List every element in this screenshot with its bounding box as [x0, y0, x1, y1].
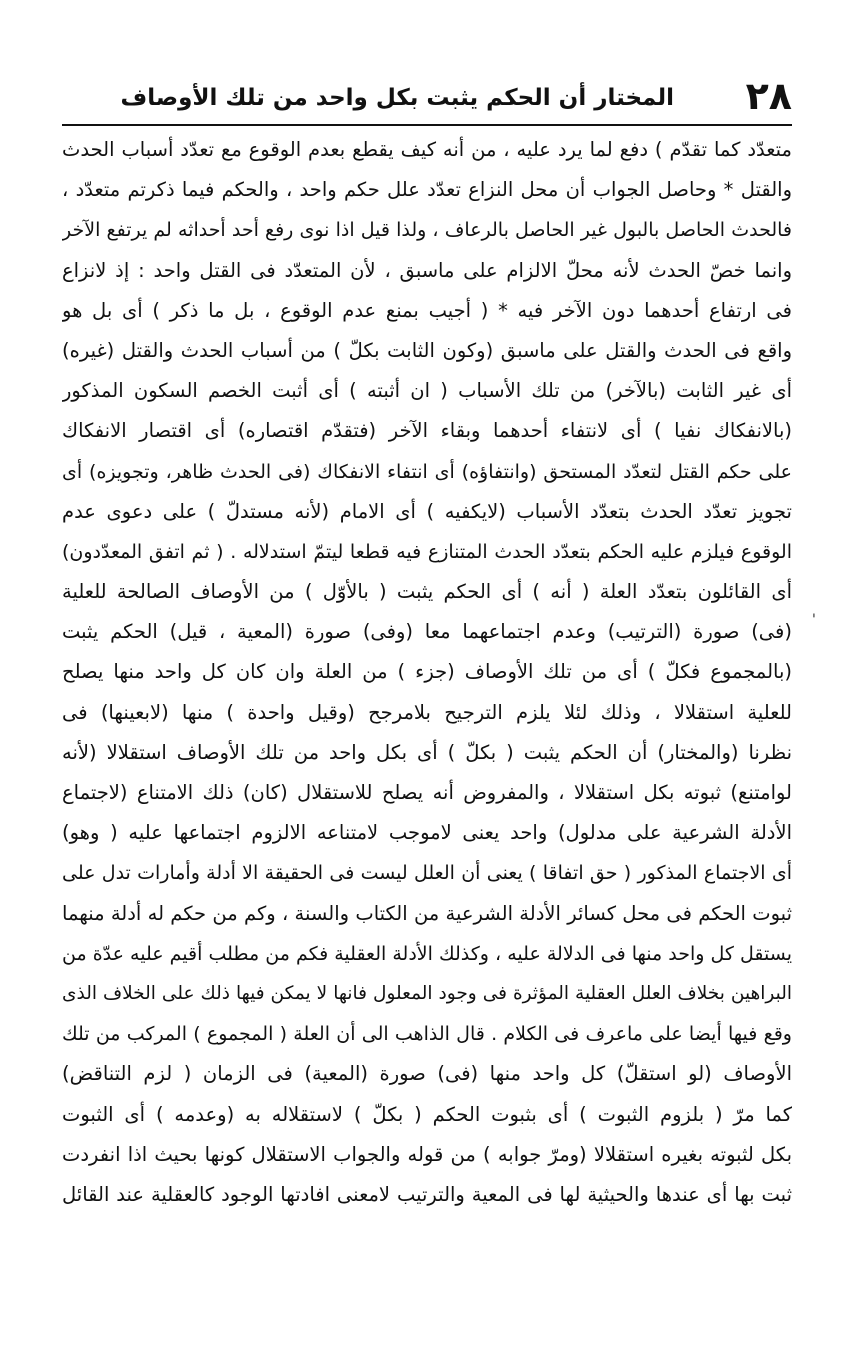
text-line: لوامتنع) ثبوته بكل استقلالا ، والمفروض أنه يصلح للاستقلال (كان) ذلك الامتناع (لاجتماع [62, 781, 792, 804]
page-header [62, 72, 792, 124]
text-line: نظرنا (والمختار) أن الحكم يثبت ( بكلّ ) أى بكل واحد من تلك الأوصاف استقلالا (لأنه [62, 740, 792, 764]
page-number: ٢٨ [745, 74, 792, 118]
text-line: تجويز تعدّد الحدث بتعدّد الأسباب (لايكفيه ) أى الامام (لأنه مستدلّ ) على دعوى عدم [62, 499, 792, 523]
header-divider [62, 124, 792, 126]
text-line: الأوصاف (لو استقلّ) كل واحد منها (فى) صورة (المعية) فى الزمان ( لزم التناقض) [62, 1062, 792, 1086]
running-title: المختار أن الحكم يثبت بكل واحد من تلك الأوصاف [120, 85, 674, 111]
text-line: على حكم القتل لتعدّد المستحق (وانتفاؤه) أى انتفاء الانفكاك (فى الحدث ظاهر، وتجويزه) أى [62, 460, 792, 483]
text-line: الأدلة الشرعية على مدلول) واحد يعنى لاموجب لامتناعه الالزوم اجتماعها عليه ( وهو) [62, 821, 792, 845]
text-line: الوقوع فيلزم عليه الحكم بتعدّد الحدث المتنازع فيه قطعا ليتمّ استدلاله . ( ثم اتفق المعدّدون) [62, 540, 792, 563]
text-line: أى غير الثابت (بالآخر) من تلك الأسباب ( ان أثبته ) أى أثبت الخصم السكون المذكور [62, 379, 792, 403]
text-line: بكل لثبوته بغيره استقلالا (ومرّ جوابه ) من قوله والجواب الاستقلال كونها بحيث اذا انفردت [62, 1142, 792, 1166]
text-line: البراهين بخلاف العلل العقلية المؤثرة فى وجود المعلول فانها لا يمكن فيها ذلك على الخلاف الذى [62, 982, 792, 1004]
text-line: ثبت بها أى عندها والحيثية لها فى المعية والترتيب لامعنى افادتها الوجود كالعقلية عند القائل [62, 1182, 792, 1206]
text-line: أى الاجتماع المذكور ( حق اتفاقا ) يعنى أن العلل ليست فى الحقيقة الا أدلة وأمارات تدل على [62, 862, 792, 885]
text-line: يستقل كل واحد منها فى الدلالة عليه ، وكذلك الأدلة العقلية فكم من مطلب أقيم عليه عدّة من [62, 942, 792, 965]
text-line: وقع فيها أيضا على ماعرف فى الكلام . قال الذاهب الى أن العلة ( المجموع ) المركب من تلك [62, 1023, 792, 1046]
text-line: (بالمجموع فكلّ ) أى من تلك الأوصاف (جزء ) من العلة وان كان كل واحد منها يصلح [62, 660, 792, 684]
text-line: فى ارتفاع أحدهما دون الآخر فيه * ( أجيب بمنع عدم الوقوع ، بل ما ذكر ) أى بل هو [62, 298, 792, 322]
text-line: للعلية استقلالا ، وذلك لئلا يلزم الترجيح بلامرجح (وقيل واحدة ) منها (لابعينها) فى [62, 700, 792, 724]
text-line: واقع فى الحدث والقتل على ماسبق (وكون الثابت بكلّ ) من أسباب الحدث والقتل (غيره) [62, 338, 792, 362]
text-line: والقتل * وحاصل الجواب أن محل النزاع تعدّد علل حكم واحد ، والحكم فيما ذكرتم متعدّد ، [62, 178, 792, 202]
text-line: (فى) صورة (الترتيب) وعدم اجتماعهما معا (وفى) صورة (المعية ، قيل) الحكم يثبت [62, 620, 792, 644]
text-line: وانما خصّ الحدث لأنه محلّ الالزام على ماسبق ، لأن المتعدّد فى القتل واحد : إذ لانزاع [62, 258, 792, 282]
text-line: أى القائلون بتعدّد العلة ( أنه ) أى الحكم يثبت ( بالأوّل ) من الأوصاف الصالحة للعلية [62, 580, 792, 604]
text-line: متعدّد كما تقدّم ) دفع لما يرد عليه ، من أنه كيف يقطع بعدم الوقوع مع تعدّد أسباب الحدث [62, 138, 792, 161]
text-line: ثبوت الحكم فى محل كسائر الأدلة الشرعية من الكتاب والسنة ، وكم من حكم له أدلة منهما [62, 901, 792, 925]
margin-mark: ' [812, 612, 816, 628]
text-line: (بالانفكاك نفيا ) أى لانتفاء أحدهما وبقاء الآخر (فتقدّم اقتصاره) أى اقتصار الانفكاك [62, 419, 792, 443]
text-line: كما مرّ ( بلزوم الثبوت ) أى بثبوت الحكم ( بكلّ ) لاستقلاله به (وعدمه ) أى الثبوت [62, 1102, 792, 1126]
body-text [62, 130, 792, 1215]
text-line: فالحدث الحاصل بالبول غير الحاصل بالرعاف ، ولذا قيل اذا نوى رفع أحد أحداثه لم يرتفع الآخر [62, 219, 792, 242]
